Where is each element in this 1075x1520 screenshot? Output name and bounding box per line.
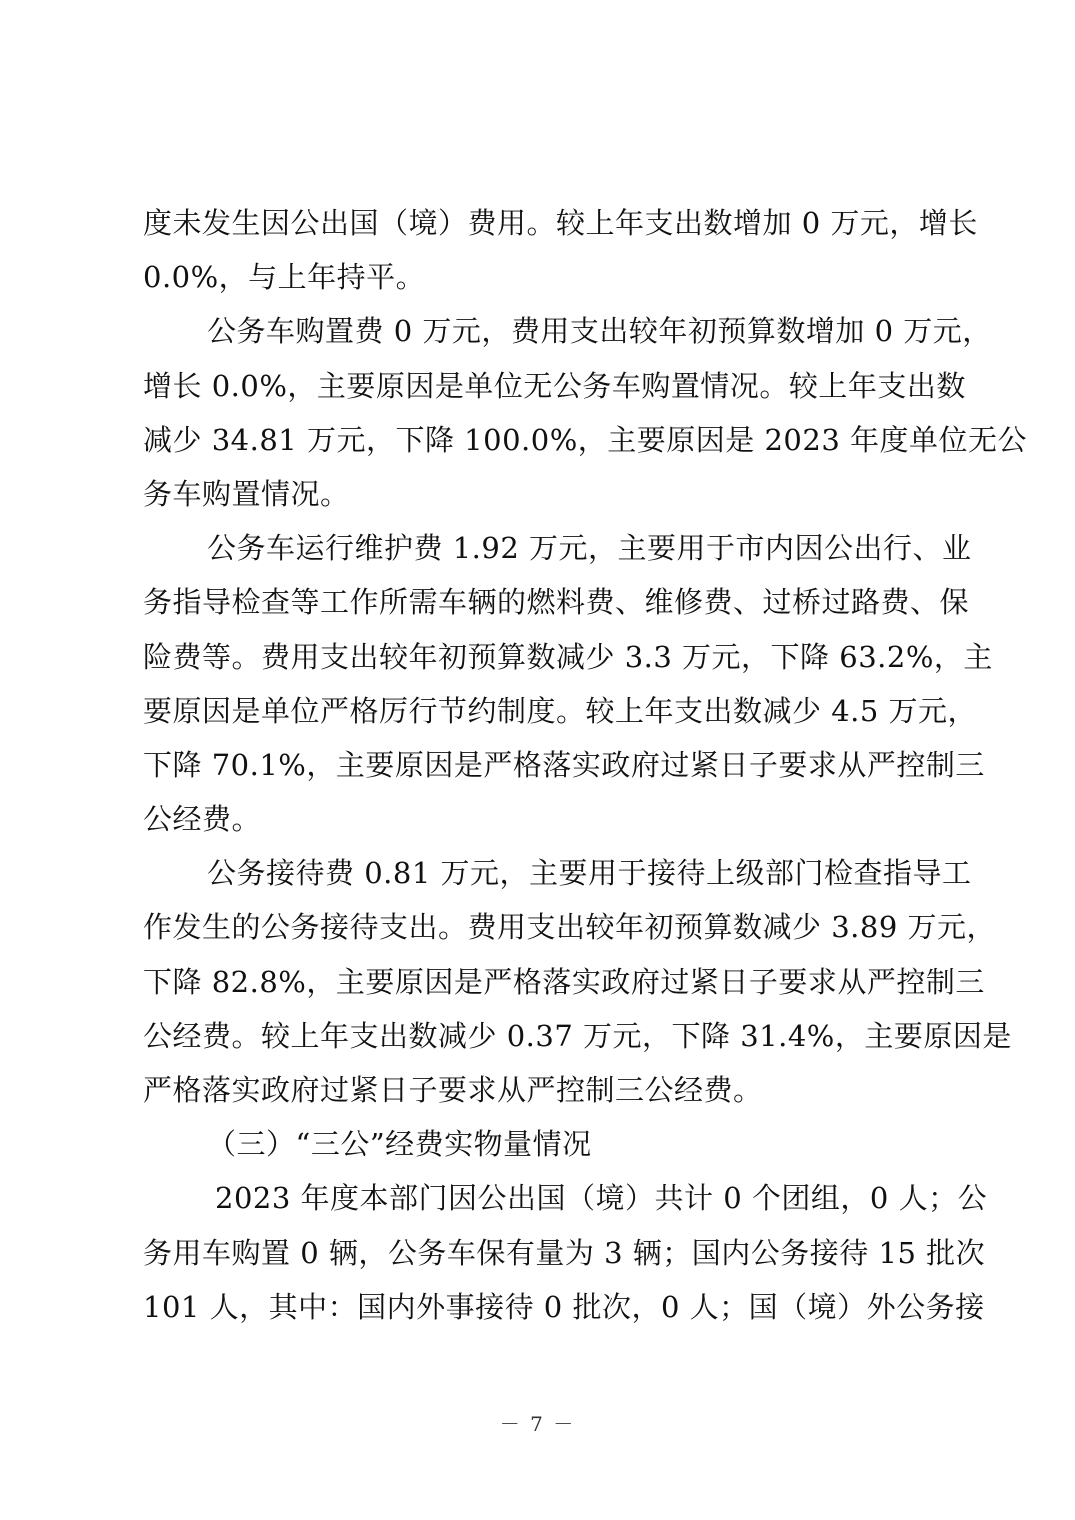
paragraph-start-line: 公务接待费 0.81 万元，主要用于接待上级部门检查指导工 (207, 856, 972, 891)
page-number: － 7 － (499, 1412, 576, 1436)
text-line: 要原因是单位严格厉行节约制度。较上年支出数减少 4.5 万元， (143, 693, 978, 728)
text-line: 作发生的公务接待支出。费用支出较年初预算数减少 3.89 万元， (143, 910, 997, 945)
text-line: 下降 82.8%，主要原因是严格落实政府过紧日子要求从严控制三 (143, 964, 985, 999)
text-line: 公经费。 (143, 802, 262, 837)
paragraph-start-line: 公务车运行维护费 1.92 万元，主要用于市内因公出行、业 (207, 531, 972, 566)
text-line: 增长 0.0%，主要原因是单位无公务车购置情况。较上年支出数 (143, 368, 966, 403)
text-line: 0.0%，与上年持平。 (143, 260, 426, 295)
document-body (143, 196, 1027, 1334)
text-line: 险费等。费用支出较年初预算数减少 3.3 万元，下降 63.2%，主 (143, 639, 993, 674)
paragraph-start-line: 公务车购置费 0 万元，费用支出较年初预算数增加 0 万元， (207, 314, 992, 349)
text-line: 务用车购置 0 辆，公务车保有量为 3 辆；国内公务接待 15 批次 (143, 1235, 986, 1270)
text-line: 101 人，其中：国内外事接待 0 批次，0 人；国（境）外公务接 (143, 1289, 985, 1324)
text-line: 务车购置情况。 (143, 476, 350, 511)
text-line: 减少 34.81 万元，下降 100.0%，主要原因是 2023 年度单位无公 (143, 422, 1027, 457)
section-heading: （三）“三公”经费实物量情况 (207, 1127, 592, 1162)
paragraph-start-line: 2023 年度本部门因公出国（境）共计 0 个团组，0 人；公 (215, 1181, 988, 1216)
text-line: 务指导检查等工作所需车辆的燃料费、维修费、过桥过路费、保 (143, 585, 970, 620)
text-line: 严格落实政府过紧日子要求从严控制三公经费。 (143, 1073, 763, 1107)
text-line: 公经费。较上年支出数减少 0.37 万元，下降 31.4%，主要原因是 (143, 1018, 1012, 1053)
text-line: 下降 70.1%，主要原因是严格落实政府过紧日子要求从严控制三 (143, 747, 985, 782)
text-line: 度未发生因公出国（境）费用。较上年支出数增加 0 万元，增长 (143, 206, 978, 240)
